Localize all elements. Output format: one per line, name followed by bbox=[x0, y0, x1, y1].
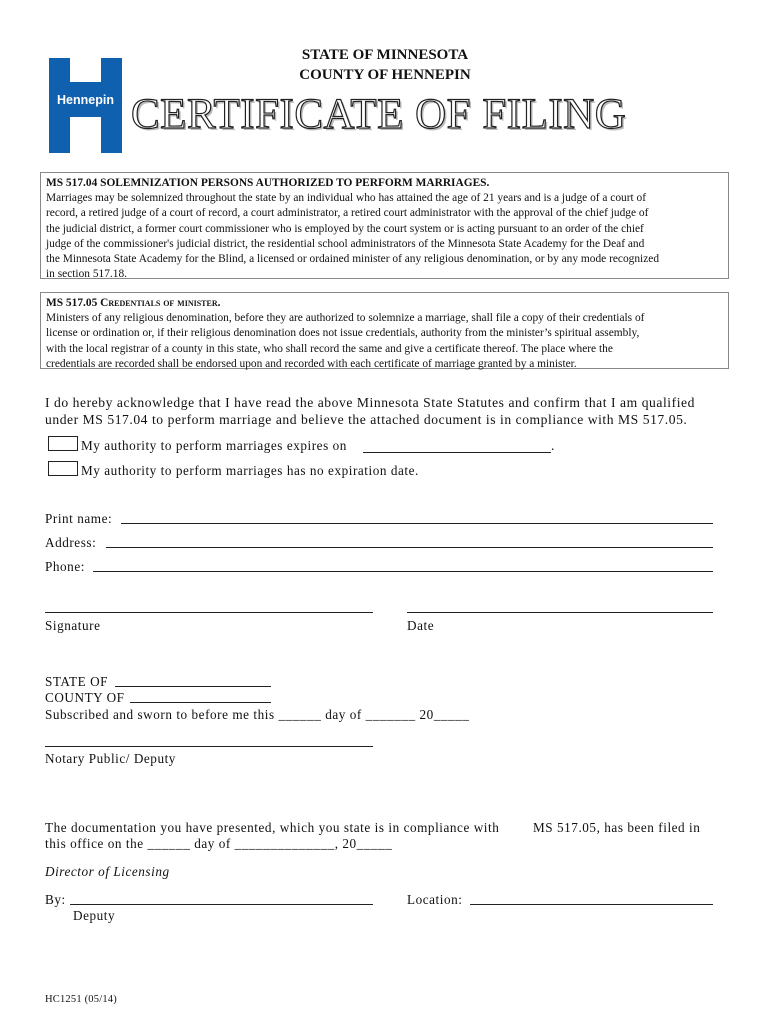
print-name-label: Print name: bbox=[45, 511, 113, 526]
statute-line: the judicial district, a former court commissioner who is employed by the court system or is acting pursuant to an order of the chief bbox=[46, 222, 644, 235]
statute-title: Credentials of minister. bbox=[100, 297, 221, 309]
print-name-line[interactable] bbox=[121, 523, 713, 524]
statute-number: MS 517.05 bbox=[46, 297, 101, 309]
statute-line: Marriages may be solemnized throughout the state by an individual who has attained the age of 21 years and is a judge of a court of bbox=[46, 192, 647, 205]
form-id: HC1251 (05/14) bbox=[45, 994, 117, 1005]
state-of-label: STATE OF bbox=[45, 674, 109, 689]
statute-line: in section 517.18. bbox=[46, 268, 127, 281]
page-title: CERTIFICATE OF FILING bbox=[131, 91, 627, 138]
statute-line: license or ordination or, if their religious denomination does not issue credentials, authority from the minister’s spiritual assembly, bbox=[46, 327, 640, 340]
county-of-label: COUNTY OF bbox=[45, 690, 125, 705]
statute-517-05-box bbox=[40, 292, 729, 369]
state-of-line[interactable] bbox=[115, 686, 271, 687]
statute-line: judge of the commissioner's judicial district, the residential school administrators of the Minnesota State Academy for the Deaf and bbox=[46, 237, 645, 250]
expires-label: My authority to perform marriages expires on bbox=[81, 438, 347, 453]
phone-line[interactable] bbox=[93, 571, 713, 572]
signature-line[interactable] bbox=[45, 612, 373, 613]
county-heading: COUNTY OF HENNEPIN bbox=[299, 67, 471, 83]
filing-text-line2: this office on the ______ day of ______________, 20_____ bbox=[45, 836, 393, 851]
location-label: Location: bbox=[407, 892, 463, 907]
statute-line: with the local registrar of a county in this state, who shall record the same and give a certificate thereof. The place where the bbox=[46, 342, 613, 355]
subscribed-sworn-text: Subscribed and sworn to before me this ______ day of _______ 20_____ bbox=[45, 707, 470, 722]
address-line[interactable] bbox=[106, 547, 713, 548]
statute-line: Ministers of any religious denomination, before they are authorized to solemnize a marriage, shall file a copy of their credentials of bbox=[46, 312, 645, 325]
acknowledgement-line: under MS 517.04 to perform marriage and believe the attached document is in compliance with MS 517.05. bbox=[45, 412, 688, 427]
date-label: Date bbox=[407, 618, 435, 633]
statute-line: the Minnesota State Academy for the Blind, a licensed or ordained minister of any religious denomination, or by any mode recognized bbox=[46, 253, 660, 266]
state-heading: STATE OF MINNESOTA bbox=[301, 47, 469, 63]
by-label: By: bbox=[45, 892, 66, 907]
notary-label: Notary Public/ Deputy bbox=[45, 751, 176, 766]
deputy-label: Deputy bbox=[73, 908, 116, 923]
phone-label: Phone: bbox=[45, 559, 85, 574]
notary-signature-line[interactable] bbox=[45, 746, 373, 747]
no-expiration-checkbox[interactable] bbox=[48, 461, 78, 476]
acknowledgement-line: I do hereby acknowledge that I have read the above Minnesota State Statutes and confirm that I am qualified bbox=[45, 395, 695, 410]
statute-517-04-heading: MS 517.04 SOLEMNIZATION PERSONS AUTHORIZED TO PERFORM MARRIAGES. bbox=[46, 177, 490, 189]
expires-checkbox[interactable] bbox=[48, 436, 78, 451]
statute-517-04-box bbox=[40, 172, 729, 279]
director-of-licensing: Director of Licensing bbox=[45, 864, 170, 879]
logo-text: Hennepin bbox=[57, 93, 114, 107]
expiration-date-line[interactable] bbox=[363, 452, 551, 453]
filing-text-line1: The documentation you have presented, which you state is in compliance with bbox=[45, 820, 500, 835]
date-line[interactable] bbox=[407, 612, 713, 613]
filing-text-line1-end: MS 517.05, has been filed in bbox=[533, 820, 701, 835]
statute-line: record, a retired judge of a court of record, a court administrator, a retired court administrator with the approval of the chief judge of bbox=[46, 207, 649, 220]
statute-line: credentials are recorded shall be endorsed upon and recorded with each certificate of marriage granted by a minister. bbox=[46, 357, 577, 370]
signature-label: Signature bbox=[45, 618, 101, 633]
by-line[interactable] bbox=[70, 904, 373, 905]
expires-period: . bbox=[551, 438, 555, 453]
acknowledgement bbox=[45, 394, 735, 428]
statute-517-05-heading bbox=[46, 296, 723, 311]
location-line[interactable] bbox=[470, 904, 713, 905]
no-expiration-label: My authority to perform marriages has no expiration date. bbox=[81, 463, 419, 478]
address-label: Address: bbox=[45, 535, 97, 550]
county-of-line[interactable] bbox=[130, 702, 271, 703]
